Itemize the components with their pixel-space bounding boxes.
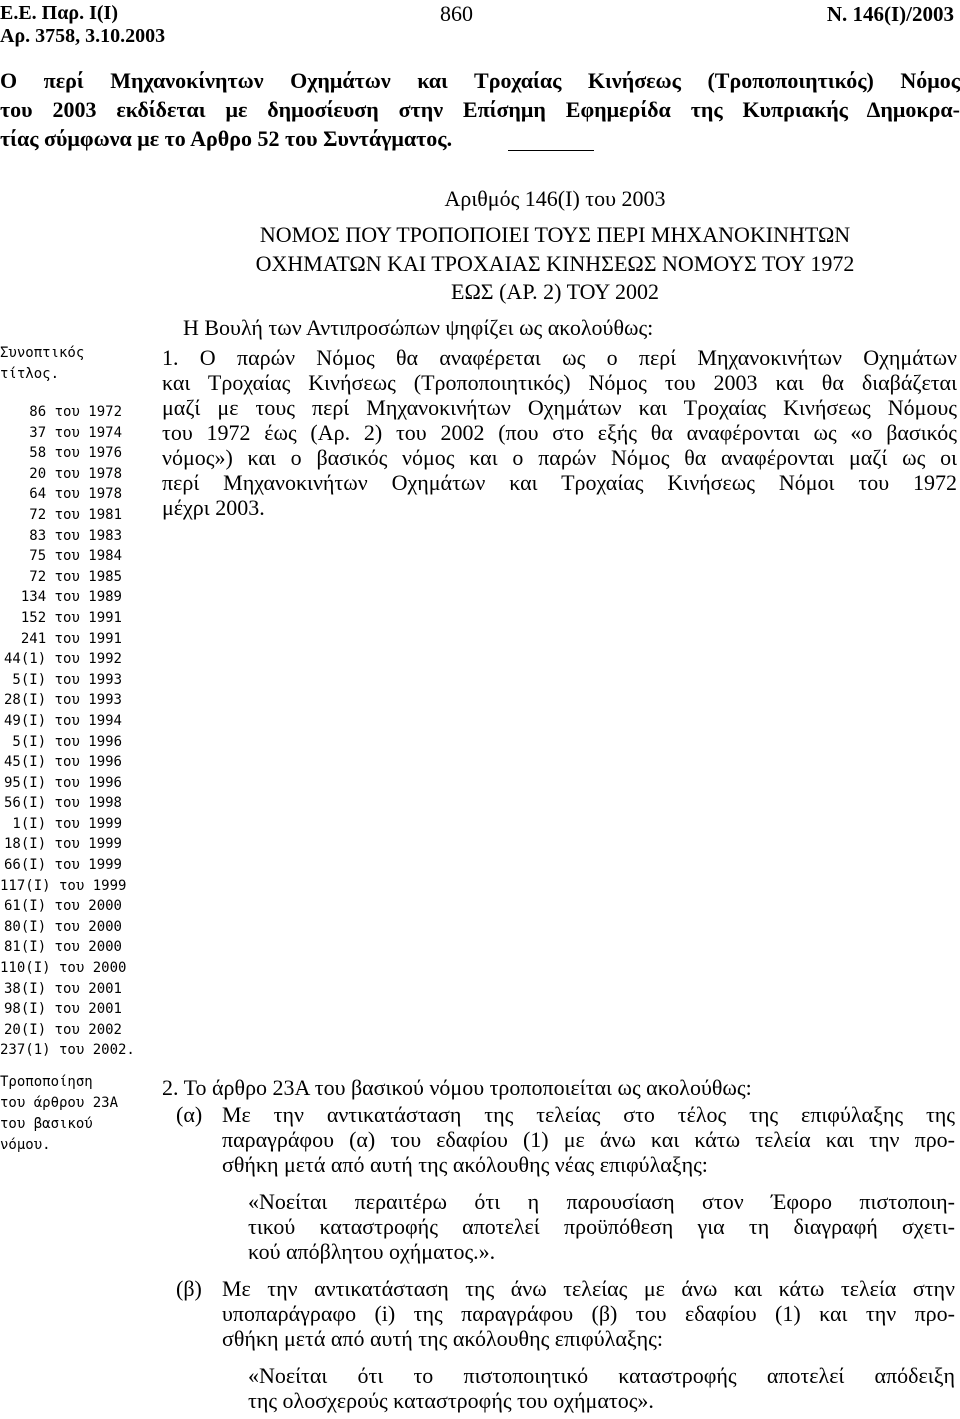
section-1-line: μέχρι 2003. [162,495,265,520]
amending-law-entry: 134 του 1989 [20,589,122,606]
item-b-text [222,1276,955,1351]
item-b-quote-line: «Νοείται ότι το πιστοποιητικό καταστροφής αποτελεί απόδειξη [248,1363,955,1388]
item-a-label: (α) [176,1102,203,1127]
page-number: 860 [440,1,473,26]
amending-law-entry: 20(Ι) του 2002 [3,1021,122,1038]
promulgation-line: του 2003 εκδίδεται με δημοσίευση στην Επίσημη Εφημερίδα της Κυπριακής Δημοκρα- [0,97,960,122]
amending-law-entry: 237(1) του 2002. [0,1042,135,1059]
gazette-part: Ε.Ε. Παρ. Ι(Ι) [0,2,118,24]
separator-rule [508,150,594,151]
amending-law-entry: 95(Ι) του 1996 [3,774,122,791]
margin-note-short-title: τίτλος. [0,366,60,382]
margin-note-short-title: Συνοπτικός [0,345,85,361]
promulgation-note [0,66,960,153]
law-title-line: ΝΟΜΟΣ ΠΟΥ ΤΡΟΠΟΠΟΙΕΙ ΤΟΥΣ ΠΕΡΙ ΜΗΧΑΝΟΚΙΝΗΤΩΝ [259,222,851,247]
amending-law-entry: 37 του 1974 [29,424,122,441]
item-b-line: σθήκη μετά από αυτή της ακόλουθης επιφύλαξης: [222,1326,663,1351]
amending-law-entry: 72 του 1981 [29,506,122,523]
law-title-number: Αριθμός 146(Ι) του 2003 [444,186,666,211]
amending-law-entry: 61(Ι) του 2000 [3,898,122,915]
margin-note-amendment: νόμου. [0,1137,51,1153]
item-b-quote [248,1363,955,1413]
section-1-line: 1. Ο παρών Νόμος θα αναφέρεται ως ο περί Μηχανοκινήτων Οχημάτων [162,345,957,370]
item-a-quote [248,1189,955,1264]
amending-law-entry: 18(Ι) του 1999 [3,836,122,853]
amending-law-entry: 44(1) του 1992 [3,651,122,668]
law-number: Ν. 146(Ι)/2003 [826,2,954,26]
item-b-quote-line: της ολοσχερούς καταστροφής του οχήματος». [248,1388,654,1413]
amending-law-entry: 49(Ι) του 1994 [3,712,122,729]
margin-note-amendment: του άρθρου 23Α [0,1095,119,1111]
amending-law-entry: 75 του 1984 [29,548,122,565]
amending-law-entry: 152 του 1991 [20,609,122,626]
amending-law-entry: 64 του 1978 [29,486,122,503]
section-1 [162,345,957,520]
margin-note-amendment: του βασικού [0,1116,93,1132]
law-title-line: ΟΧΗΜΑΤΩΝ ΚΑΙ ΤΡΟΧΑΙΑΣ ΚΙΝΗΣΕΩΣ ΝΟΜΟΥΣ ΤΟΥ 1972 [255,251,855,276]
amending-law-entry: 38(Ι) του 2001 [3,980,122,997]
item-a-text [222,1102,955,1177]
amending-law-entry: 45(Ι) του 1996 [3,754,122,771]
item-a-line: παραγράφου (α) του εδαφίου (1) με άνω και κάτω τελεία και την προ- [222,1127,955,1152]
item-a-line: σθήκη μετά από αυτή της ακόλουθης νέας επιφύλαξης: [222,1152,708,1177]
item-b-line: υποπαράγραφο (i) της παραγράφου (β) του εδαφίου (1) και την προ- [222,1301,955,1326]
section-1-line: του 1972 έως (Αρ. 2) του 2002 (που στο εξής θα αναφέρονται ως «ο βασικός [162,420,957,445]
amending-law-entry: 241 του 1991 [20,630,122,647]
amending-law-entry: 28(Ι) του 1993 [3,692,122,709]
section-1-line: και Τροχαίας Κινήσεως (Τροποποιητικός) Νόμος του 2003 και θα διαβάζεται [162,370,957,395]
item-a-quote-line: τικού καταστροφής αποτελεί προϋπόθεση για τη διαγραφή σχετι- [248,1214,955,1239]
item-a-line: Με την αντικατάσταση της τελείας στο τέλος της επιφύλαξης της [222,1102,955,1127]
item-b-label: (β) [176,1276,202,1301]
amending-law-entry: 20 του 1978 [29,465,122,482]
amending-law-entry: 117(Ι) του 1999 [0,877,127,894]
section-1-line: περί Μηχανοκινήτων Οχημάτων και Τροχαίας Κινήσεως Νόμοι του 1972 [162,470,957,495]
section-1-line: μαζί με τους περί Μηχανοκινήτων Οχημάτων και Τροχαίας Κινήσεως Νόμους [162,395,957,420]
amending-law-entry: 5(Ι) του 1993 [12,671,122,688]
section-1-line: νόμος») και ο βασικός νόμος και ο παρών Νόμος θα αναφέρονται μαζί ως οι [162,445,957,470]
amending-law-entry: 5(Ι) του 1996 [12,733,122,750]
amending-law-entry: 1(Ι) του 1999 [12,815,122,832]
amending-law-entry: 86 του 1972 [29,404,122,420]
enactment-formula: Η Βουλή των Αντιπροσώπων ψηφίζει ως ακολούθως: [183,315,654,340]
section-2-heading: 2. Το άρθρο 23Α του βασικού νόμου τροποποιείται ως ακολούθως: [162,1075,752,1100]
margin-note-amendment: Τροποποίηση [0,1074,93,1090]
promulgation-line: Ο περί Μηχανοκίνητων Οχημάτων και Τροχαίας Κινήσεως (Τροποποιητικός) Νόμος [0,68,960,93]
amending-law-entry: 110(Ι) του 2000 [0,960,127,977]
amending-laws-list [0,402,135,1061]
amending-law-entry: 72 του 1985 [29,568,122,585]
amending-law-entry: 58 του 1976 [29,445,122,462]
amending-law-entry: 80(Ι) του 2000 [3,918,122,935]
amending-law-entry: 83 του 1983 [29,527,122,544]
item-a-quote-line: κού απόβλητου οχήματος.». [248,1239,496,1264]
amending-law-entry: 56(Ι) του 1998 [3,795,122,812]
amending-law-entry: 81(Ι) του 2000 [3,939,122,956]
amending-law-entry: 98(Ι) του 2001 [3,1001,122,1018]
item-b-line: Με την αντικατάσταση της άνω τελείας με άνω και κάτω τελεία στην [222,1276,955,1301]
law-title-line: ΕΩΣ (ΑΡ. 2) ΤΟΥ 2002 [451,279,659,304]
item-a-quote-line: «Νοείται περαιτέρω ότι η παρουσίαση στον Έφορο πιστοποιη- [248,1189,955,1214]
promulgation-line: τίας σύμφωνα με το Αρθρο 52 του Συντάγματος. [0,126,453,151]
amending-law-entry: 66(Ι) του 1999 [3,857,122,874]
gazette-issue: Αρ. 3758, 3.10.2003 [0,25,166,47]
